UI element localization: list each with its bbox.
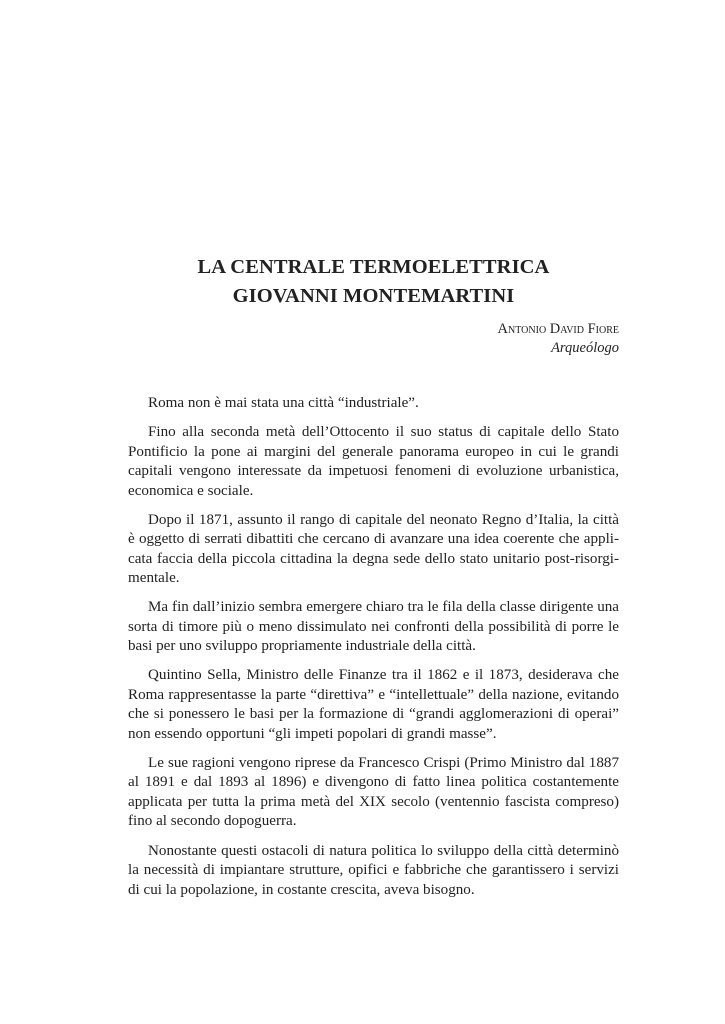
article-title <box>128 253 619 311</box>
paragraph: Quintino Sella, Ministro delle Finanze tra il 1862 e il 1873, desiderava che Roma rappresentasse la parte “direttiva” e “intellettuale” della nazione, evitando che si ponessero le basi per la formazione di “grandi agglomerazioni di operai” non essendo opportuni “gli impeti popolari di grandi masse”. <box>128 667 619 742</box>
paragraph: Ma fin dall’inizio sembra emergere chiaro tra le fila della classe dirigente una sorta di timore più o meno dissimulato nei confronti della possibilità di porre le basi per uno sviluppo propriamente industriale della città. <box>128 599 619 655</box>
paragraph: Roma non è mai stata una città “industriale”. <box>148 395 419 411</box>
title-line-2: GIOVANNI MONTEMARTINI <box>232 285 515 307</box>
title-line-1: LA CENTRALE TERMOELETTRICA <box>197 256 550 278</box>
paragraph: Fino alla seconda metà dell’Ottocento il suo status di capitale dello Stato Pontificio la pone ai margini del generale panorama europeo in cui le grandi capitali vengono interessate da impetuosi fenomeni di evoluzione urbanistica, economica e sociale. <box>128 424 619 499</box>
paragraph: Nonostante questi ostacoli di natura politica lo sviluppo della città determinò la necessità di impiantare strutture, opifici e fabbriche che garantissero i servizi di cui la popolazione, in costante crescita, aveva bisogno. <box>128 842 619 898</box>
paragraph: Le sue ragioni vengono riprese da Francesco Crispi (Primo Ministro dal 1887 al 1891 e dal 1893 al 1896) e divengono di fatto linea politica costantemente applicata per tutta la prima metà del XIX secolo (ventennio fascista compreso) fino al secondo dopoguerra. <box>128 754 619 830</box>
author-name: Antonio David Fiore <box>497 321 619 337</box>
paragraph: Dopo il 1871, assunto il rango di capitale del neonato Regno d’Italia, la città è oggetto di serrati dibattiti che cercano di avanzare una idea coerente che applicata faccia della piccola cittadina la degna sede dello stato unitario post-risorgimentale. <box>128 511 619 587</box>
article-body <box>128 394 619 910</box>
byline <box>498 320 619 358</box>
author-role: Arqueólogo <box>551 340 619 356</box>
